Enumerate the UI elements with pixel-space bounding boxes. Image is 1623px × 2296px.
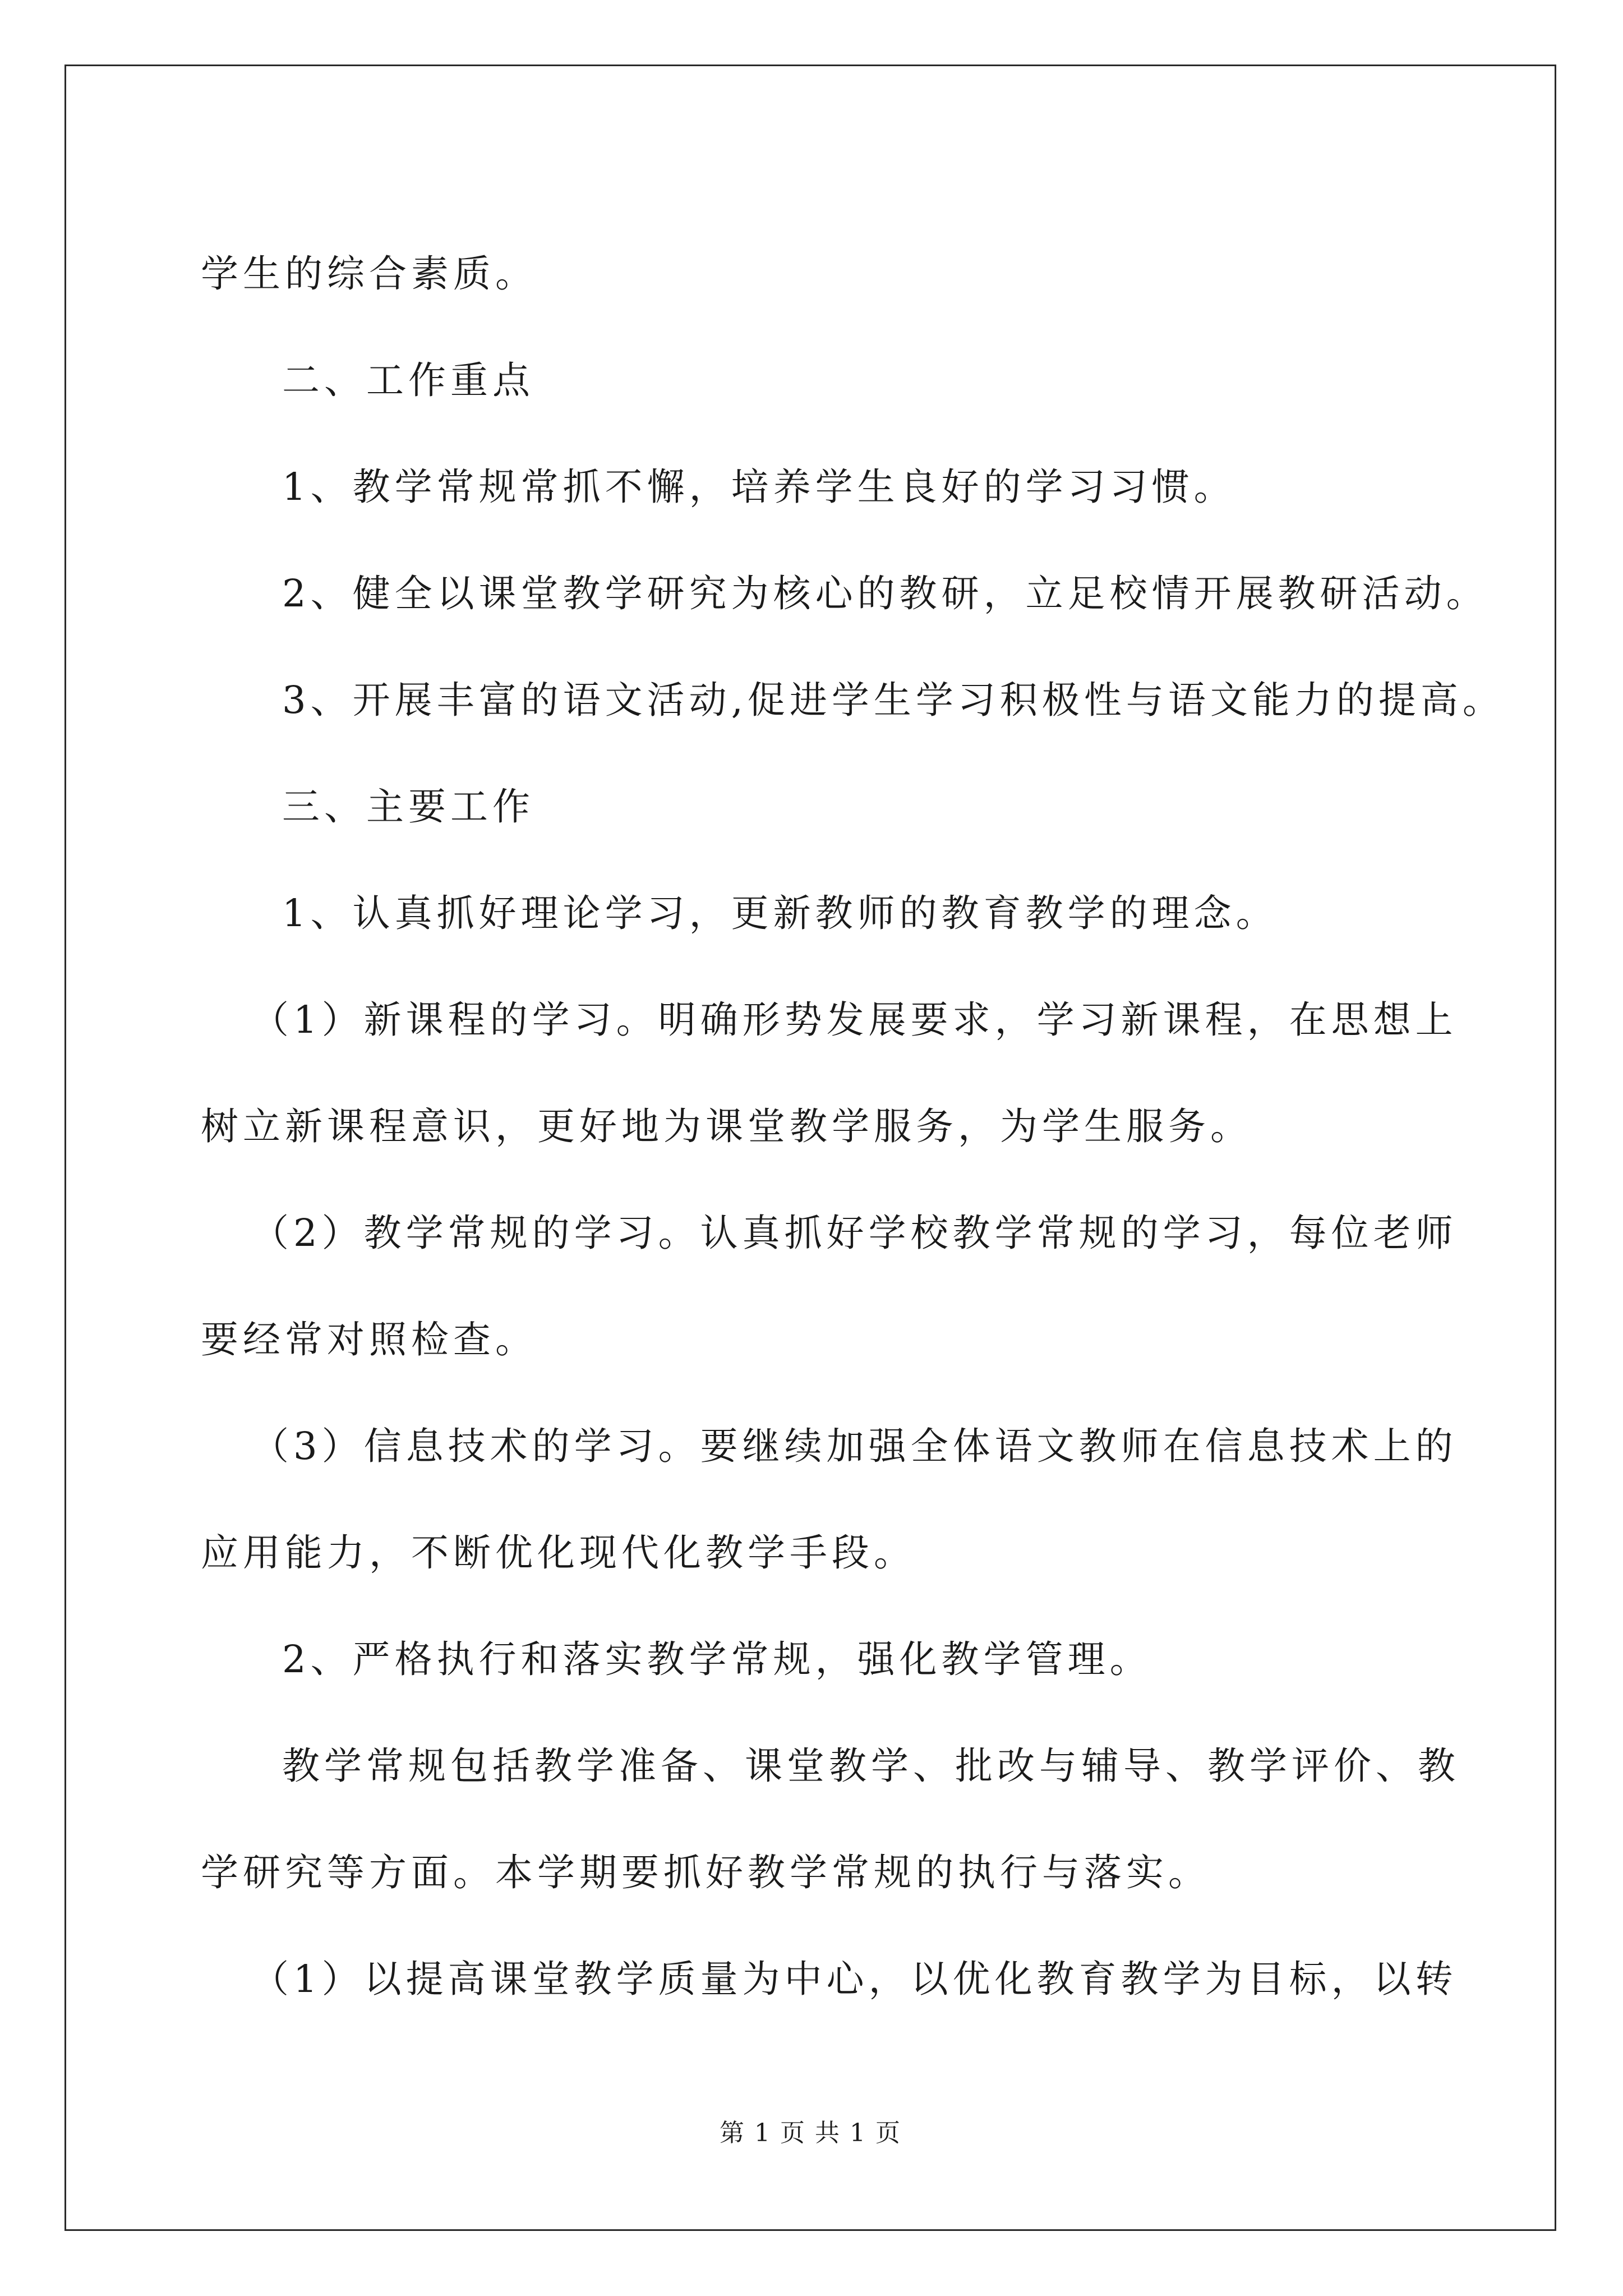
text-line: 学生的综合素质。	[201, 252, 537, 296]
text-line: 树立新课程意识，更好地为课堂教学服务，为学生服务。	[201, 1105, 1252, 1148]
text-line: 应用能力，不断优化现代化教学手段。	[201, 1531, 916, 1575]
text-line: （1）以提高课堂教学质量为中心，以优化教育教学为目标，以转	[251, 1957, 1458, 2001]
text-line: （2）教学常规的学习。认真抓好学校教学常规的学习，每位老师	[251, 1211, 1458, 1255]
section-heading: 二、工作重点	[282, 358, 534, 402]
text-line: 学研究等方面。本学期要抓好教学常规的执行与落实。	[201, 1851, 1210, 1894]
document-body	[66, 66, 1555, 2229]
text-line: 教学常规包括教学准备、课堂教学、批改与辅导、教学评价、教	[282, 1744, 1460, 1788]
text-line: 2、健全以课堂教学研究为核心的教研，立足校情开展教研活动。	[282, 572, 1488, 615]
text-line: 1、教学常规常抓不懈，培养学生良好的学习习惯。	[282, 465, 1236, 509]
page-number-footer: 第 1 页 共 1 页	[720, 2119, 901, 2147]
text-line: （1）新课程的学习。明确形势发展要求，学习新课程，在思想上	[251, 998, 1458, 1042]
text-line: 2、严格执行和落实教学常规，强化教学管理。	[282, 1637, 1152, 1681]
text-line: 要经常对照检查。	[201, 1318, 537, 1361]
text-line: 3、开展丰富的语文活动,促进学生学习积极性与语文能力的提高。	[282, 678, 1505, 722]
text-line: （3）信息技术的学习。要继续加强全体语文教师在信息技术上的	[251, 1424, 1458, 1468]
section-heading: 三、主要工作	[282, 785, 534, 829]
page-border	[64, 65, 1556, 2231]
text-line: 1、认真抓好理论学习，更新教师的教育教学的理念。	[282, 891, 1278, 935]
